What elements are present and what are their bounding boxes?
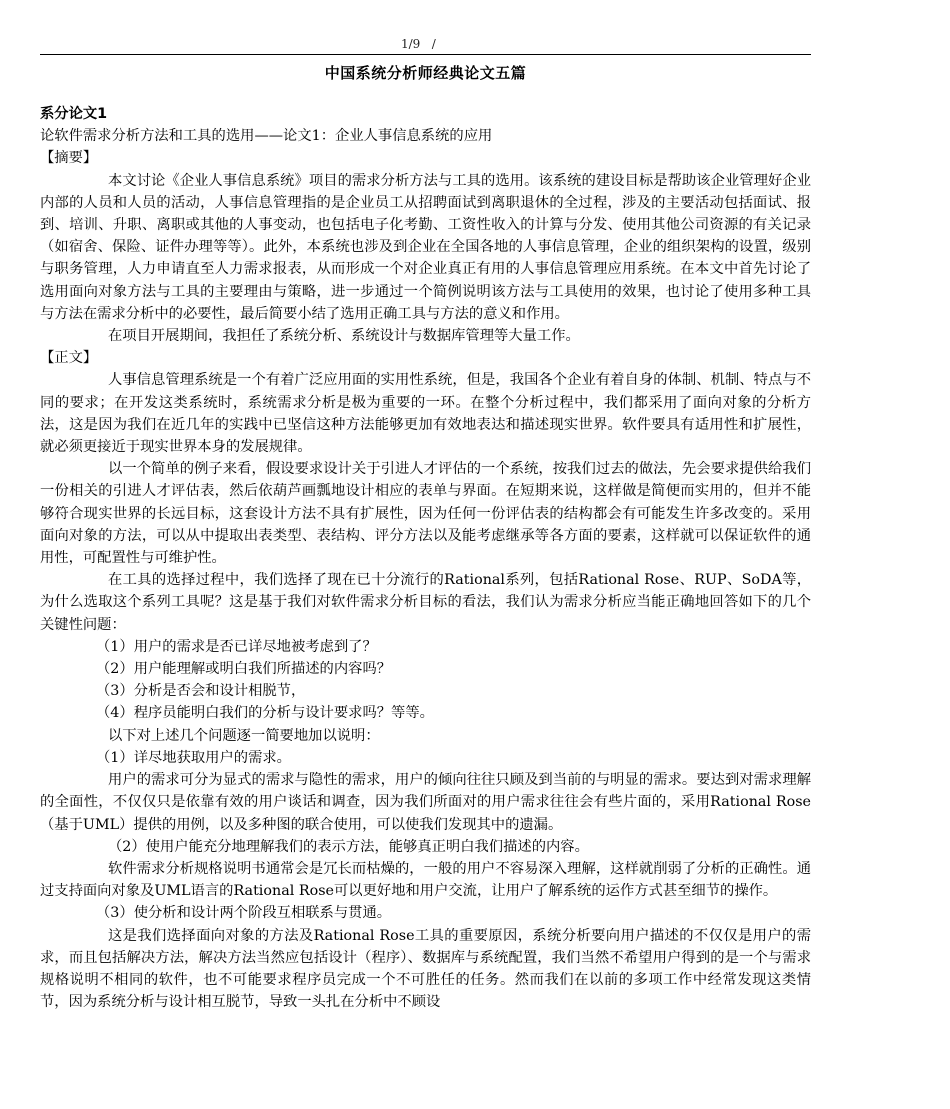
abstract-paragraph: 本文讨论《企业人事信息系统》项目的需求分析方法与工具的选用。该系统的建设目标是帮助该企业管理好企业内部的人员和人员的活动，人事信息管理指的是企业员工从招聘面试到离职退休的全过程，涉及的主要活动包括面试、报到、培训、升职、离职或其他的人事变动，也包括电子化考勤、工资性收入的计算与分发、使用其他公司资源的有关记录（如宿舍、保险、证件办理等等）。此外，本系统也涉及到企业在全国各地的人事信息管理，企业的组织架构的设置，级别与职务管理，人力申请直至人力需求报表，从而形成一个对企业真正有用的人事信息管理应用系统。在本文中首先讨论了选用面向对象方法与工具的主要理由与策略，进一步通过一个简例说明该方法与工具使用的效果，也讨论了使用多种工具与方法在需求分析中的必要性，最后简要小结了选用正确工具与方法的意义和作用。 — [40, 172, 811, 322]
page-indicator: 1/9 / — [401, 37, 436, 51]
point-title: （2）使用户能充分地理解我们的表示方法，能够真正明白我们描述的内容。 — [108, 838, 589, 855]
point-body: 软件需求分析规格说明书通常会是冗长而枯燥的，一般的用户不容易深入理解，这样就削弱了分析的正确性。通过支持面向对象及UML语言的Rational Rose可以更好地和用户交流，让用户了解系统的运作方式甚至细节的操作。 — [40, 860, 811, 900]
header-rule — [40, 54, 811, 55]
point-title: （3）使分析和设计两个阶段互相联系与贯通。 — [96, 905, 392, 922]
question-item: （2）用户能理解或明白我们所描述的内容吗？ — [96, 661, 392, 678]
body-paragraph: 在工具的选择过程中，我们选择了现在已十分流行的Rational系列，包括Rational Rose、RUP、SoDA等，为什么选取这个系列工具呢？这是基于我们对软件需求分析目标的看法，我们认为需求分析应当能正确地回答如下的几个关键性问题： — [40, 572, 811, 633]
document-body — [40, 103, 811, 1013]
abstract-label: 【摘要】 — [40, 150, 98, 167]
body-paragraph: 人事信息管理系统是一个有着广泛应用面的实用性系统，但是，我国各个企业有着自身的体制、机制、特点与不同的要求；在开发这类系统时，系统需求分析是极为重要的一环。在整个分析过程中，我们都采用了面向对象的分析方法，这是因为我们在近几年的实践中已坚信这种方法能够更加有效地表达和描述现实世界。软件要具有适用性和扩展性，就必须更接近于现实世界本身的发展规律。 — [40, 372, 811, 456]
paper-subtitle: 论软件需求分析方法和工具的选用——论文1：企业人事信息系统的应用 — [40, 128, 493, 145]
point-body: 这是我们选择面向对象的方法及Rational Rose工具的重要原因，系统分析要向用户描述的不仅仅是用户的需求，而且包括解决方法，解决方法当然应包括设计（程序）、数据库与系统配置，我们当然不希望用户得到的是一个与需求规格说明不相同的软件，也不可能要求程序员完成一个不可胜任的任务。然而我们在以前的多项工作中经常发现这类情节，因为系统分析与设计相互脱节，导致一头扎在分析中不顾设 — [40, 927, 811, 1011]
point-title: （1）详尽地获取用户的需求。 — [96, 749, 291, 766]
section-title: 系分论文1 — [40, 106, 108, 122]
body-paragraph: 以下对上述几个问题逐一简要地加以说明： — [108, 727, 380, 744]
question-item: （3）分析是否会和设计相脱节， — [96, 683, 306, 700]
question-item: （1）用户的需求是否已详尽地被考虑到了？ — [96, 638, 377, 655]
point-body: 用户的需求可分为显式的需求与隐性的需求，用户的倾向往往只顾及到当前的与明显的需求。要达到对需求理解的全面性，不仅仅只是依靠有效的用户谈话和调查，因为我们所面对的用户需求往往会有些片面的，采用Rational Rose（基于UML）提供的用例，以及多种图的联合使用，可以使我们发现其中的遗漏。 — [40, 772, 811, 833]
body-label: 【正文】 — [40, 350, 98, 367]
body-paragraph: 以一个简单的例子来看，假设要求设计关于引进人才评估的一个系统，按我们过去的做法，先会要求提供给我们一份相关的引进人才评估表，然后依葫芦画瓢地设计相应的表单与界面。在短期来说，这样做是简便而实用的，但并不能够符合现实世界的长远目标，这套设计方法不具有扩展性，因为任何一份评估表的结构都会有可能发生许多改变的。采用面向对象的方法，可以从中提取出表类型、表结构、评分方法以及能考虑继承等各方面的要素，这样就可以保证软件的通用性，可配置性与可维护性。 — [40, 461, 811, 567]
document-title: 中国系统分析师经典论文五篇 — [324, 64, 527, 82]
abstract-paragraph: 在项目开展期间，我担任了系统分析、系统设计与数据库管理等大量工作。 — [108, 328, 580, 345]
question-item: （4）程序员能明白我们的分析与设计要求吗？等等。 — [96, 705, 434, 722]
